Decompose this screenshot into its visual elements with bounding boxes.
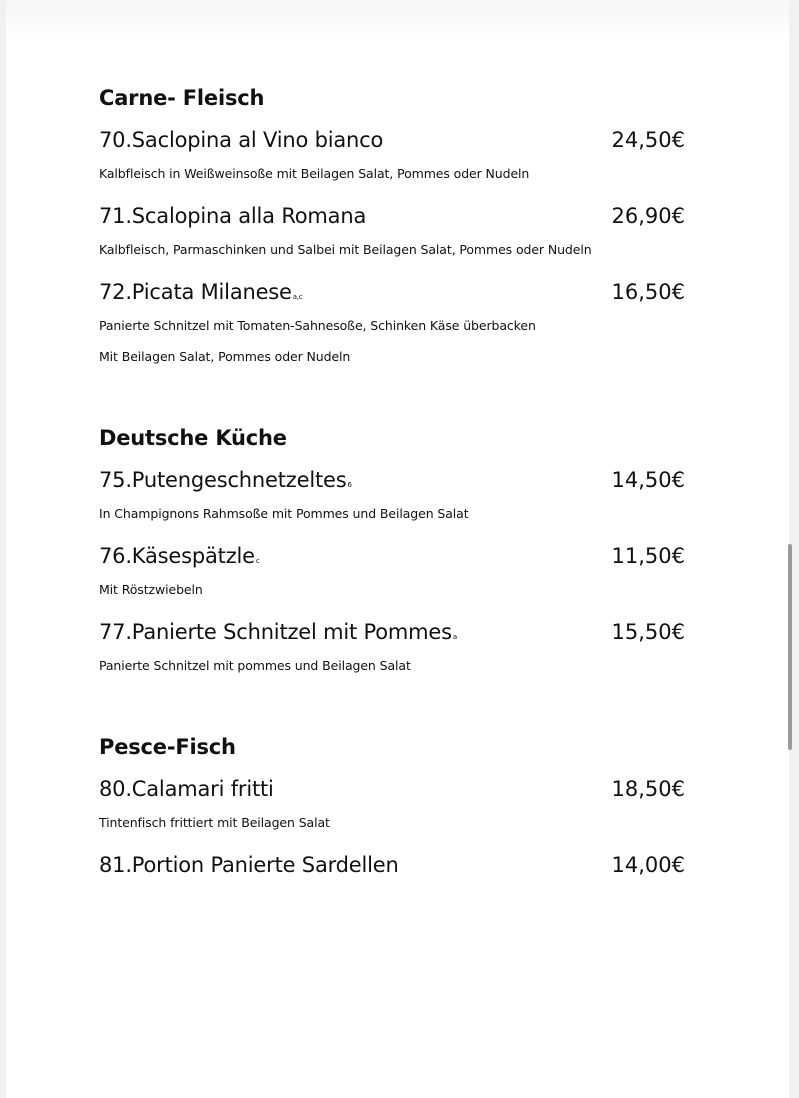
menu-section [99,729,699,883]
menu-item [99,274,699,372]
allergen-code: 6 [347,481,352,489]
menu-section [99,420,699,681]
menu-item-row [99,614,685,650]
menu-item-name [99,122,383,158]
menu-item-name [99,198,366,234]
menu-item-name [99,462,352,503]
menu-item-title: 72.Picata Milanese [99,280,292,304]
menu-item-price: 18,50€ [611,777,685,801]
menu-page [6,0,789,1098]
menu-item-description: Mit Röstzwiebeln [99,582,203,597]
menu-item-row [99,771,685,807]
allergen-code: a,c [292,293,303,301]
vertical-scrollbar[interactable] [788,544,792,750]
allergen-code: c [255,557,260,565]
menu-item-row [99,274,685,310]
menu-item-description: Kalbfleisch in Weißweinsoße mit Beilagen Salat, Pommes oder Nudeln [99,166,530,181]
menu-item [99,538,699,605]
menu-item-description: Tintenfisch frittiert mit Beilagen Salat [99,815,330,830]
menu-item-title: 76.Käsespätzle [99,544,255,568]
menu-item-price: 15,50€ [611,620,685,644]
menu-item-name [99,274,303,315]
menu-item-row [99,847,685,883]
menu-item-title: 75.Putengeschnetzeltes [99,468,347,492]
menu-item-price: 24,50€ [611,128,685,152]
menu-item-title: 77.Panierte Schnitzel mit Pommes [99,620,452,644]
menu-item-price: 16,50€ [611,280,685,304]
menu-item-title: 80.Calamari fritti [99,777,274,801]
menu-item-name [99,538,260,579]
menu-item [99,847,699,883]
menu-item-description: Panierte Schnitzel mit Tomaten-Sahnesoße, Schinken Käse überbacken [99,318,536,333]
menu-item [99,122,699,189]
allergen-code: a [452,633,457,641]
menu-item [99,198,699,265]
menu-content [99,80,699,931]
top-fade [6,0,789,40]
menu-item-row [99,198,685,234]
menu-item-title: 71.Scalopina alla Romana [99,204,367,228]
section-title: Pesce-Fisch [99,735,236,759]
menu-item [99,771,699,838]
menu-item-description: In Champignons Rahmsoße mit Pommes und Beilagen Salat [99,506,469,521]
menu-item [99,614,699,681]
section-title: Deutsche Küche [99,426,287,450]
menu-item [99,462,699,529]
menu-item-price: 14,50€ [611,468,685,492]
menu-item-name [99,614,457,655]
menu-item-name [99,847,399,883]
menu-item-row [99,462,685,498]
section-title: Carne- Fleisch [99,86,265,110]
menu-item-title: 70.Saclopina al Vino bianco [99,128,384,152]
menu-item-description: Kalbfleisch, Parmaschinken und Salbei mit Beilagen Salat, Pommes oder Nudeln [99,242,592,257]
menu-item-name [99,771,274,807]
menu-item-price: 14,00€ [611,853,685,877]
menu-item-title: 81.Portion Panierte Sardellen [99,853,399,877]
menu-item-price: 11,50€ [611,544,685,568]
menu-item-description: Mit Beilagen Salat, Pommes oder Nudeln [99,349,351,364]
menu-section [99,80,699,372]
menu-item-row [99,122,685,158]
menu-item-description: Panierte Schnitzel mit pommes und Beilagen Salat [99,658,411,673]
menu-item-row [99,538,685,574]
menu-item-price: 26,90€ [611,204,685,228]
